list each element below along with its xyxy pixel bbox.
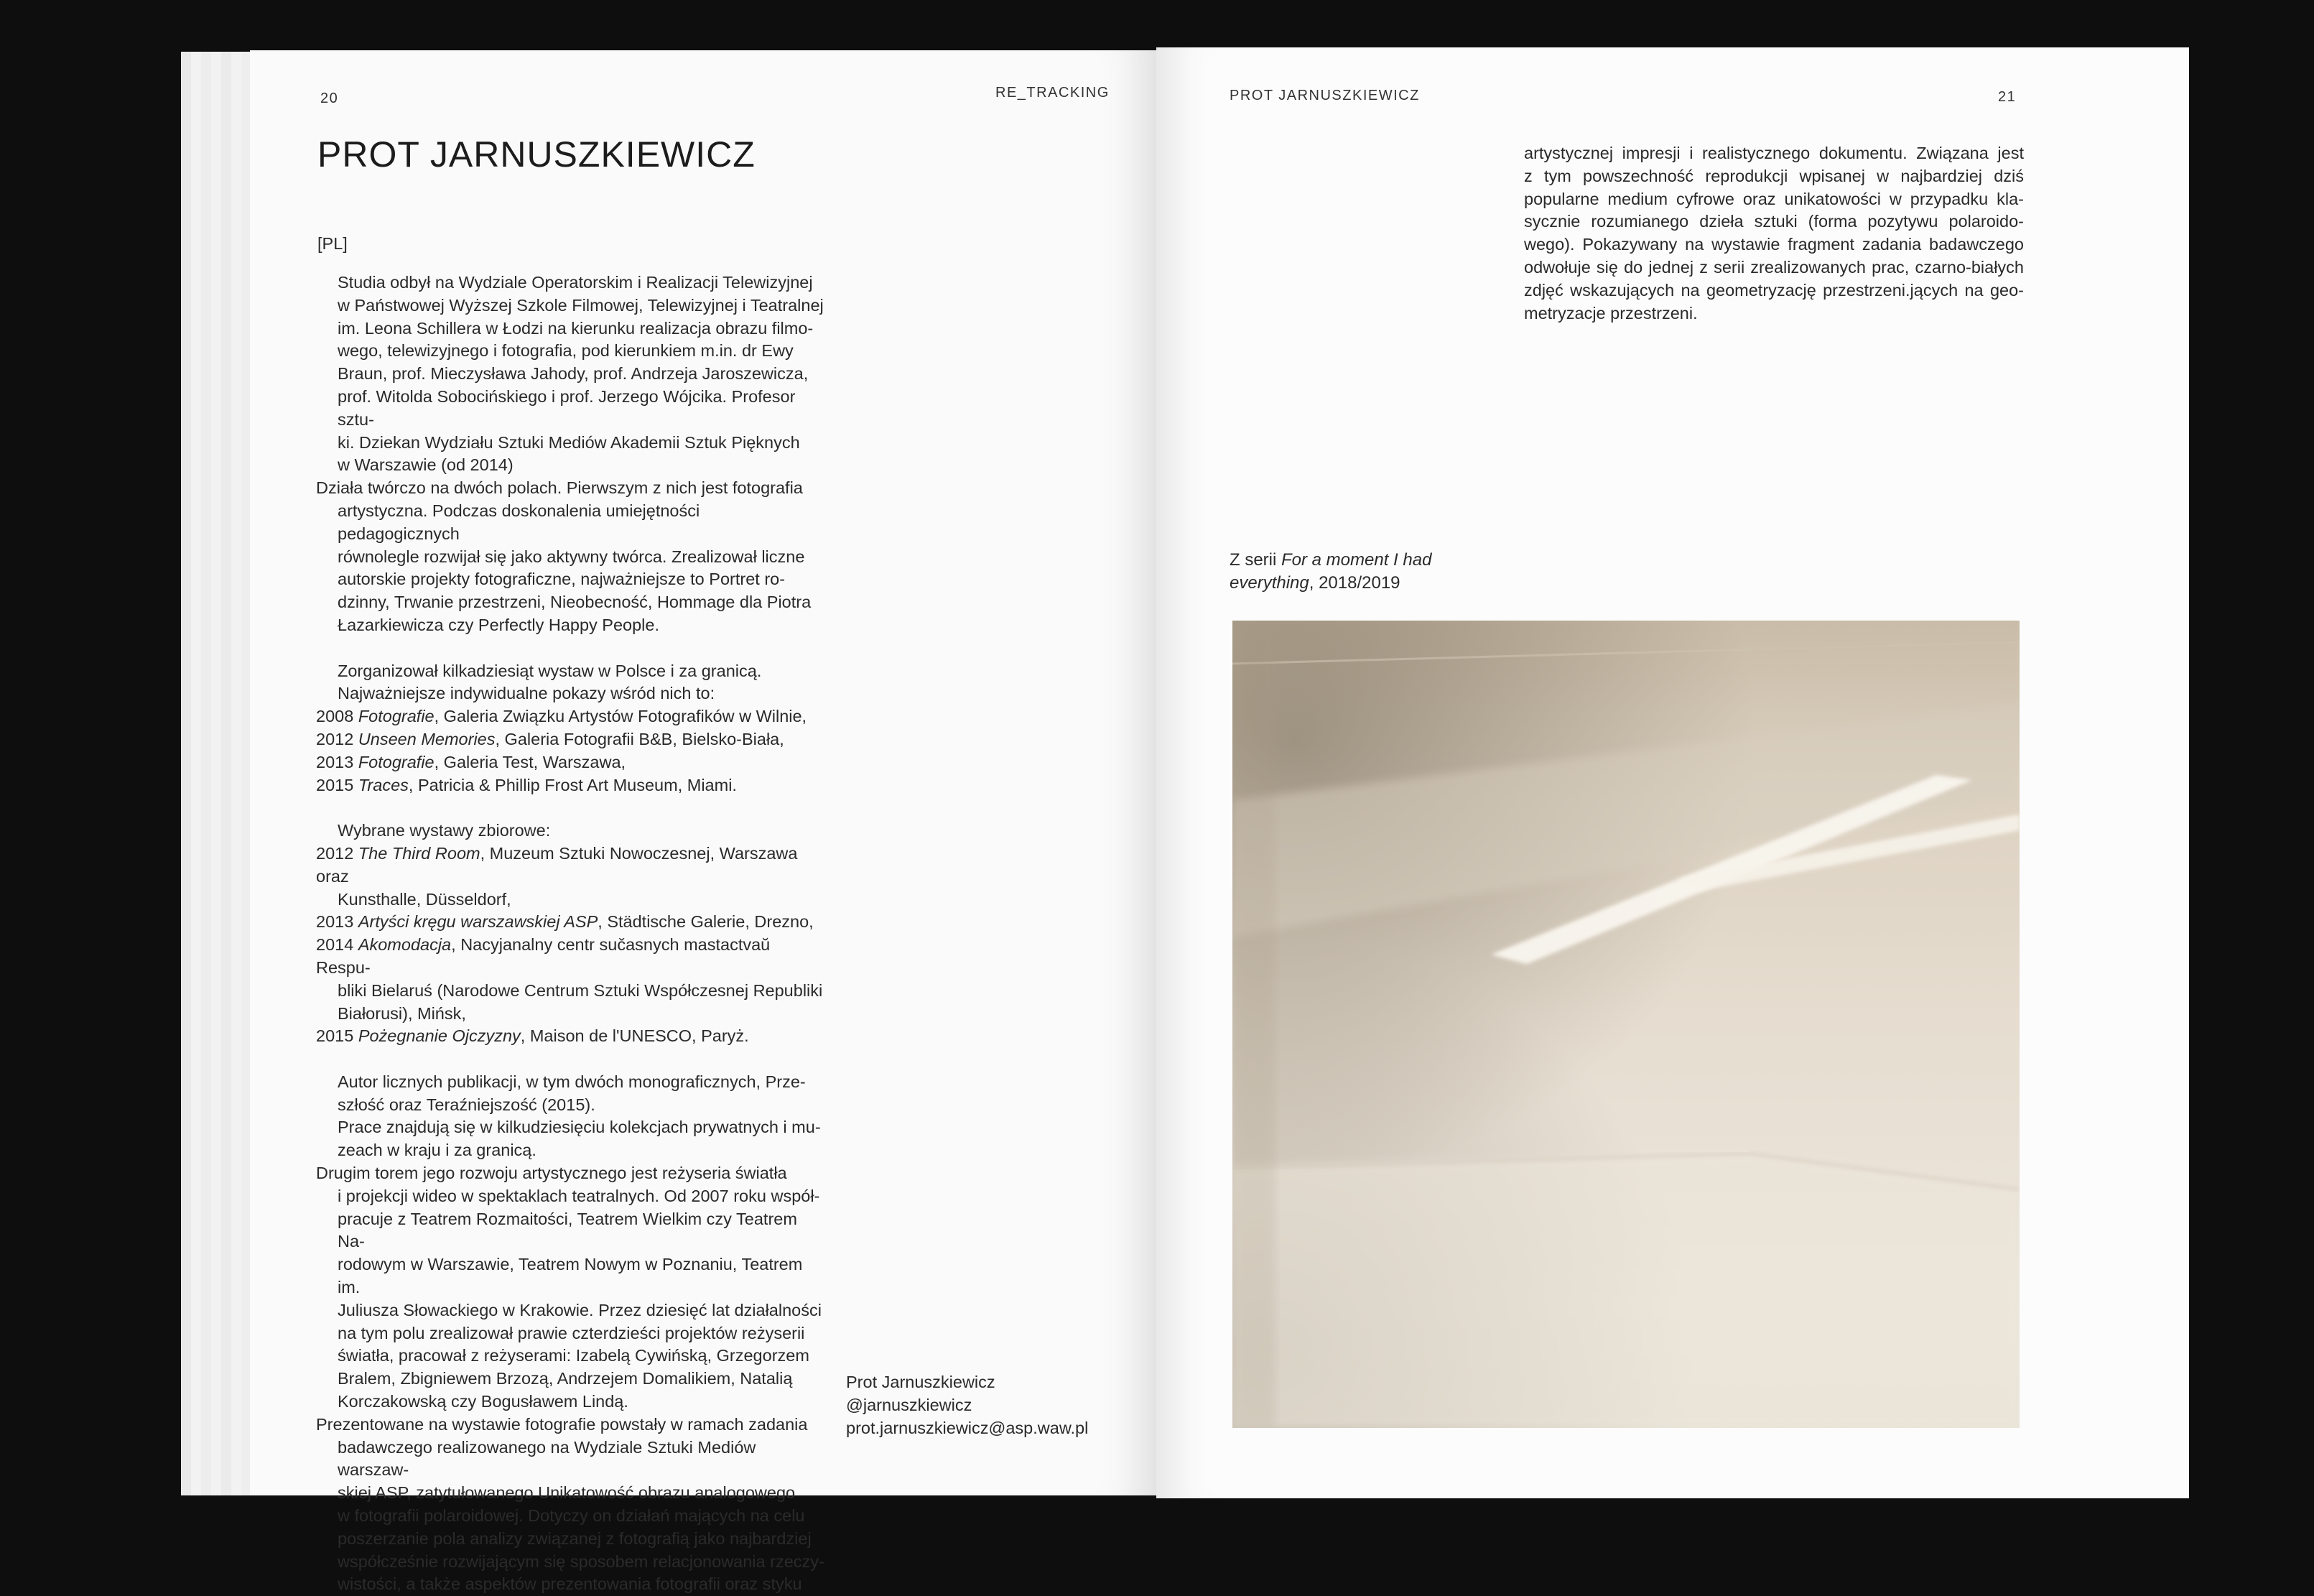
exhibition-year: 2013 [316, 752, 358, 771]
bio-line-text: skiej ASP, zatytułowanego Unikatowość obrazu analogowego [338, 1483, 796, 1503]
bio-line [316, 1071, 826, 1094]
caption-year: , 2018/2019 [1309, 573, 1400, 593]
bio-line-text: pracuje z Teatrem Rozmaitości, Teatrem Wielkim czy Teatrem Na- [338, 1209, 797, 1251]
exhibition-year: 2013 [316, 912, 358, 932]
bio-line [316, 1116, 826, 1139]
bio-line-text: dzinny, Trwanie przestrzeni, Nieobecność, Hommage dla Piotra [338, 593, 812, 612]
bio-line [316, 911, 826, 934]
bio-line [316, 1094, 826, 1117]
bio-line-text: i projekcji wideo w spektaklach teatralnych. Od 2007 roku współ- [338, 1186, 820, 1205]
bio-line [316, 591, 826, 614]
bio-line [316, 1345, 826, 1368]
exhibition-title: Unseen Memories [358, 729, 496, 748]
bio-line-text: Braun, prof. Mieczysława Jahody, prof. Andrzeja Jaroszewicza, [338, 364, 809, 384]
bio-line-text: Korczakowską czy Bogusławem Lindą. [338, 1392, 628, 1411]
bio-line [316, 1482, 826, 1505]
exhibition-year: 2015 [316, 1026, 358, 1046]
bio-line [316, 1139, 826, 1162]
contact-handle: @jarnuszkiewicz [846, 1396, 972, 1414]
bio-line-text: prof. Witolda Sobocińskiego i prof. Jerzego Wójcika. Profesor sztu- [338, 386, 796, 429]
bio-line [316, 546, 826, 569]
bio-line [316, 1391, 826, 1414]
bio-line [316, 317, 826, 340]
continuation-text [1524, 142, 2024, 325]
contact-block [846, 1370, 1088, 1439]
bio-line-text: poszerzanie pola analizy związanej z fotografią jako najbardziej [338, 1528, 812, 1548]
bio-line-text: , Patricia & Phillip Frost Art Museum, Miami. [408, 775, 737, 794]
bio-line-text: równolegle rozwijał się jako aktywny twórca. Zrealizował liczne [338, 547, 805, 566]
photo-caption [1230, 549, 1431, 595]
bio-line-text: w fotografii polaroidowej. Dotyczy on działań mających na celu [338, 1506, 805, 1526]
bio-line-text: Prace znajdują się w kilkudziesięciu kolekcjach prywatnych i mu- [338, 1118, 821, 1137]
bio-line-text: Łazarkiewicza czy Perfectly Happy People. [338, 615, 660, 634]
bio-line-text: szłość oraz Teraźniejszość (2015). [338, 1095, 595, 1114]
exhibition-title: The Third Room [358, 843, 480, 863]
bio-line [316, 682, 826, 705]
bio-line [316, 1162, 826, 1185]
bio-line [316, 1505, 826, 1528]
exhibition-title: Fotografie [358, 707, 435, 726]
bio-line [316, 1003, 826, 1026]
contact-name: Prot Jarnuszkiewicz [846, 1373, 995, 1391]
exhibition-year: 2012 [316, 729, 358, 748]
bio-line [316, 386, 826, 432]
bio-line [316, 751, 826, 774]
bio-line-text: Studia odbył na Wydziale Operatorskim i Realizacji Telewizyjnej [338, 273, 813, 292]
continuation-line: odwołuje się do jednej z serii zrealizowanych prac, czarno-białych [1524, 257, 2024, 277]
bio-line-text: bliki Bielaruś (Narodowe Centrum Sztuki Współczesnej Republiki [338, 980, 823, 1000]
bio-line-text: wistości, a także aspektów prezentowania fotografii oraz styku [338, 1574, 802, 1594]
photo-graphic [1232, 621, 2020, 1428]
bio-line-text: zeach w kraju i za granicą. [338, 1141, 536, 1160]
bio-line [316, 1208, 826, 1254]
bio-line-text: artystyczna. Podczas doskonalenia umiejętności pedagogicznych [338, 501, 700, 543]
bio-line-text: w Państwowej Wyższej Szkole Filmowej, Telewizyjnej i Teatralnej [338, 295, 824, 315]
bio-line [316, 614, 826, 637]
bio-line-text: ki. Dziekan Wydziału Sztuki Mediów Akademii Sztuk Pięknych [338, 432, 800, 452]
running-head-right: PROT JARNUSZKIEWICZ [1230, 88, 1420, 103]
bio-line [316, 1573, 826, 1596]
continuation-line: zdjęć wskazujących na geometryzację przestrzeni.jących na geo- [1524, 280, 2024, 300]
bio-line-text: autorskie projekty fotograficzne, najważniejsze to Portret ro- [338, 570, 786, 589]
bio-line [316, 705, 826, 728]
paragraph-gap [316, 797, 826, 820]
bio-line [316, 728, 826, 751]
bio-line-text: Białorusi), Mińsk, [338, 1003, 466, 1023]
bio-line [316, 294, 826, 317]
bio-line-text: Kunsthalle, Düsseldorf, [338, 889, 511, 909]
bio-line-text: Działa twórczo na dwóch polach. Pierwszym z nich jest fotografia [316, 478, 803, 498]
bio-line-text: , Galeria Fotografii B&B, Bielsko-Biała, [495, 729, 784, 748]
bio-line [316, 660, 826, 683]
language-tag: [PL] [317, 234, 348, 253]
bio-line-text: na tym polu zrealizował prawie czterdzieści projektów reżyserii [338, 1323, 805, 1342]
bio-line-text: Drugim torem jego rozwoju artystycznego jest reżyseria światła [316, 1164, 787, 1183]
bio-line-text: rodowym w Warszawie, Teatrem Nowym w Poznaniu, Teatrem im. [338, 1255, 803, 1297]
bio-line [316, 454, 826, 477]
bio-line-text: Juliusza Słowackiego w Krakowie. Przez dziesięć lat działalności [338, 1300, 822, 1319]
bio-line [316, 1528, 826, 1551]
bio-line-text: Zorganizował kilkadziesiąt wystaw w Polsce i za granicą. [338, 661, 762, 680]
bio-line [316, 980, 826, 1003]
bio-line-text: , Nacyjanalny centr sučasnych mastactvaŭ Respu- [316, 935, 771, 977]
caption-title-line1: For a moment I had [1281, 550, 1432, 570]
paragraph-gap [316, 1048, 826, 1071]
exhibition-year: 2012 [316, 843, 358, 863]
bio-line [316, 1253, 826, 1299]
exhibition-title: Traces [358, 775, 409, 794]
continuation-line: wego). Pokazywany na wystawie fragment zadania badawczego [1524, 235, 2024, 254]
running-head-left: RE_TRACKING [995, 85, 1110, 101]
bio-line-text: współcześnie rozwijającym się sposobem relacjonowania rzeczy- [338, 1551, 824, 1571]
bio-line [316, 363, 826, 386]
exhibition-title: Artyści kręgu warszawskiej ASP [358, 912, 598, 932]
bio-line [316, 889, 826, 911]
page-number-right: 21 [1998, 89, 2017, 105]
bio-line [316, 272, 826, 294]
bio-line [316, 1368, 826, 1391]
bio-line [316, 843, 826, 889]
bio-line-text: Autor licznych publikacji, w tym dwóch monograficznych, Prze- [338, 1072, 806, 1091]
bio-line-text: , Galeria Związku Artystów Fotografików w Wilnie, [434, 707, 807, 726]
bio-line [316, 1322, 826, 1345]
bio-line [316, 1185, 826, 1208]
continuation-line: metryzacje przestrzeni. [1524, 303, 1698, 323]
exhibition-title: Pożegnanie Ojczyzny [358, 1026, 521, 1046]
page-title: PROT JARNUSZKIEWICZ [317, 134, 756, 175]
exhibition-year: 2014 [316, 935, 358, 955]
contact-email: prot.jarnuszkiewicz@asp.waw.pl [846, 1419, 1089, 1437]
bio-line-text: badawczego realizowanego na Wydziale Sztuki Mediów warszaw- [338, 1437, 756, 1480]
bio-line-text: Wybrane wystawy zbiorowe: [338, 821, 551, 840]
continuation-line: artystycznej impresji i realistycznego dokumentu. Związana jest [1524, 144, 2024, 162]
bio-line [316, 820, 826, 843]
exhibition-title: Akomodacja [358, 935, 452, 955]
bio-line [316, 934, 826, 980]
bio-line-text: w Warszawie (od 2014) [338, 455, 514, 475]
exhibition-year: 2015 [316, 775, 358, 794]
bio-line [316, 477, 826, 500]
caption-title-line2: everything [1230, 573, 1309, 593]
bio-line-text: , Maison de l'UNESCO, Paryż. [520, 1026, 749, 1046]
bio-line-text: Bralem, Zbigniewem Brzozą, Andrzejem Domalikiem, Natalią [338, 1369, 793, 1388]
bio-line-text: wego, telewizyjnego i fotografia, pod kierunkiem m.in. dr Ewy [338, 341, 794, 361]
continuation-line: z tym powszechność reprodukcji wpisanej w najbardziej dziś [1524, 166, 2024, 185]
caption-prefix: Z serii [1230, 550, 1281, 570]
bio-line [316, 1299, 826, 1322]
bio-line [316, 432, 826, 455]
bio-line [316, 340, 826, 363]
polaroid-photo [1232, 621, 2020, 1428]
bio-line [316, 1414, 826, 1437]
bio-line [316, 1437, 826, 1483]
bio-line [316, 1551, 826, 1574]
continuation-line: sycznie rozumianego dzieła sztuki (forma pozytywu polaroido- [1524, 212, 2024, 231]
bio-line-text: , Galeria Test, Warszawa, [434, 752, 626, 771]
bio-line-text: światła, pracował z reżyserami: Izabelą Cywińską, Grzegorzem [338, 1346, 809, 1365]
bio-line [316, 500, 826, 546]
bio-text [316, 272, 826, 1596]
page-number-left: 20 [320, 91, 339, 106]
bio-line-text: , Muzeum Sztuki Nowoczesnej, Warszawa oraz [316, 843, 798, 886]
paragraph-gap [316, 637, 826, 660]
bio-line [316, 568, 826, 591]
continuation-line: popularne medium cyfrowe oraz unikatowości w przypadku kla- [1524, 189, 2024, 208]
bio-line-text: Najważniejsze indywidualne pokazy wśród nich to: [338, 684, 715, 703]
exhibition-title: Fotografie [358, 752, 435, 771]
bio-line [316, 1025, 826, 1048]
bio-line [316, 774, 826, 797]
bio-line-text: Prezentowane na wystawie fotografie powstały w ramach zadania [316, 1414, 808, 1434]
bio-line-text: , Städtische Galerie, Drezno, [598, 912, 814, 932]
exhibition-year: 2008 [316, 707, 358, 726]
bio-line-text: im. Leona Schillera w Łodzi na kierunku realizacja obrazu filmo- [338, 318, 814, 338]
